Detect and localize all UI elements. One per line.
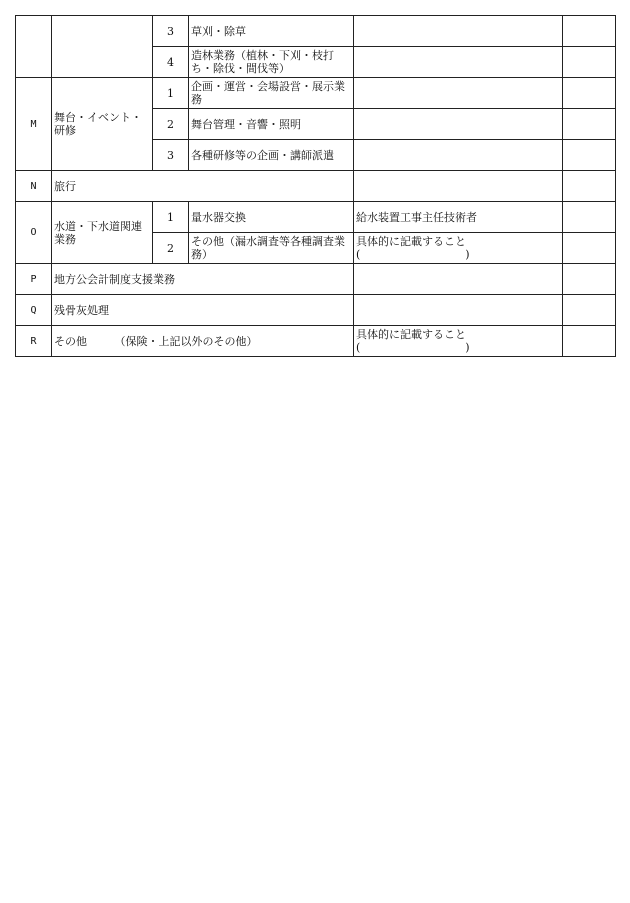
category-code: P <box>16 264 52 295</box>
check-cell[interactable] <box>563 171 616 202</box>
category-name: 残骨灰処理 <box>52 295 354 326</box>
note-cell[interactable] <box>354 326 563 357</box>
table-row <box>16 295 616 326</box>
note-cell <box>354 295 563 326</box>
note-cell: 給水装置工事主任技術者 <box>354 202 563 233</box>
check-cell[interactable] <box>563 326 616 357</box>
note-input-parens[interactable]: ( ) <box>356 248 470 261</box>
table-row <box>16 78 616 109</box>
sub-number: 3 <box>153 140 189 171</box>
category-code: R <box>16 326 52 357</box>
sub-number: 1 <box>153 78 189 109</box>
sub-item: 造林業務（植林・下刈・枝打ち・除伐・間伐等） <box>189 47 354 78</box>
category-code: M <box>16 78 52 171</box>
note-hint: 具体的に記載すること <box>356 235 466 248</box>
table-row <box>16 202 616 233</box>
sub-number: 1 <box>153 202 189 233</box>
sub-item: 各種研修等の企画・講師派遣 <box>189 140 354 171</box>
note-cell <box>354 78 563 109</box>
category-code: O <box>16 202 52 264</box>
category-name: 水道・下水道関連業務 <box>52 202 153 264</box>
check-cell[interactable] <box>563 47 616 78</box>
note-cell <box>354 171 563 202</box>
table-row <box>16 16 616 47</box>
check-cell[interactable] <box>563 264 616 295</box>
sub-item: 量水器交換 <box>189 202 354 233</box>
table-row <box>16 326 616 357</box>
note-cell <box>354 16 563 47</box>
check-cell[interactable] <box>563 78 616 109</box>
sub-number: 4 <box>153 47 189 78</box>
sub-item: 舞台管理・音響・照明 <box>189 109 354 140</box>
note-cell <box>354 264 563 295</box>
category-code: N <box>16 171 52 202</box>
sub-number: 3 <box>153 16 189 47</box>
check-cell[interactable] <box>563 295 616 326</box>
table-row <box>16 171 616 202</box>
category-code <box>16 16 52 78</box>
sub-item: 企画・運営・会場設営・展示業務 <box>189 78 354 109</box>
sub-number: 2 <box>153 233 189 264</box>
category-code: Q <box>16 295 52 326</box>
category-name: 地方公会計制度支援業務 <box>52 264 354 295</box>
category-name <box>52 16 153 78</box>
category-name: その他 （保険・上記以外のその他） <box>52 326 354 357</box>
category-name: 舞台・イベント・研修 <box>52 78 153 171</box>
category-table <box>15 15 616 357</box>
note-cell <box>354 109 563 140</box>
check-cell[interactable] <box>563 109 616 140</box>
table-row <box>16 264 616 295</box>
check-cell[interactable] <box>563 140 616 171</box>
note-cell[interactable] <box>354 233 563 264</box>
sub-number: 2 <box>153 109 189 140</box>
note-hint: 具体的に記載すること <box>356 328 466 341</box>
category-name: 旅行 <box>52 171 354 202</box>
check-cell[interactable] <box>563 16 616 47</box>
note-cell <box>354 47 563 78</box>
note-cell <box>354 140 563 171</box>
note-input-parens[interactable]: ( ) <box>356 341 470 354</box>
check-cell[interactable] <box>563 202 616 233</box>
sub-item: その他（漏水調査等各種調査業務） <box>189 233 354 264</box>
sub-item: 草刈・除草 <box>189 16 354 47</box>
check-cell[interactable] <box>563 233 616 264</box>
